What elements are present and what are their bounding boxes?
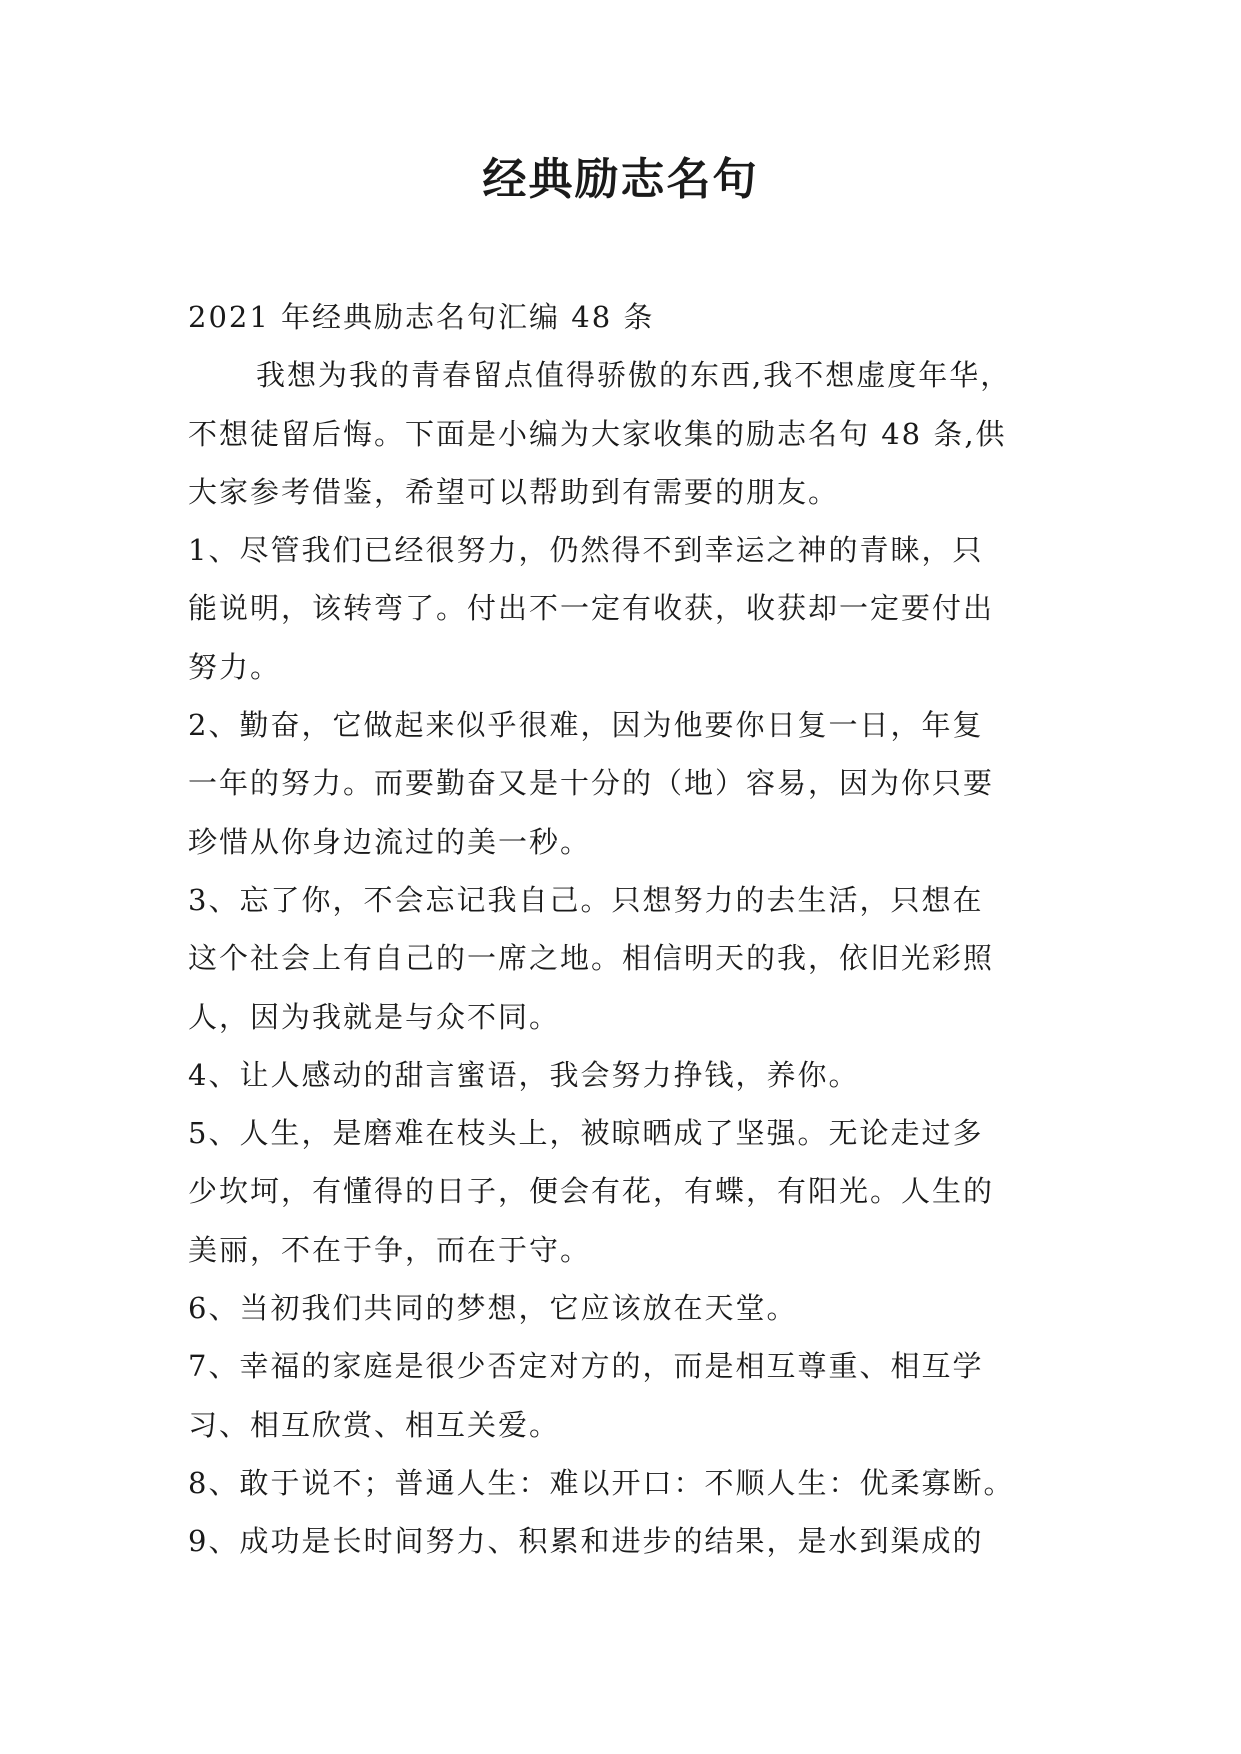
- quote-item-4: [188, 1046, 1058, 1104]
- quote-line: 8、敢于说不；普通人生：难以开口：不顺人生：优柔寡断。: [188, 1465, 1015, 1500]
- intro-line: 我想为我的青春留点值得骄傲的东西,我不想虚度年华，: [256, 358, 1012, 393]
- quote-line: 1、尽管我们已经很努力，仍然得不到幸运之神的青睐，只: [188, 533, 984, 568]
- quote-line: 5、人生，是磨难在枝头上，被晾晒成了坚强。无论走过多: [188, 1116, 984, 1151]
- document-title: 经典励志名句: [482, 154, 759, 205]
- document-body: [188, 288, 1058, 1571]
- quote-item-8: [188, 1454, 1058, 1512]
- quote-line: 4、让人感动的甜言蜜语，我会努力挣钱，养你。: [188, 1057, 860, 1092]
- quote-line: 3、忘了你，不会忘记我自己。只想努力的去生活，只想在: [188, 882, 984, 917]
- quote-line: 能说明，该转弯了。付出不一定有收获，收获却一定要付出: [188, 591, 995, 626]
- quote-line: 少坎坷，有懂得的日子，便会有花，有蝶，有阳光。人生的: [188, 1174, 995, 1209]
- quote-line: 人，因为我就是与众不同。: [188, 999, 561, 1034]
- intro-paragraph: [188, 346, 1058, 521]
- quote-item-2: [188, 696, 1058, 871]
- quote-item-5: [188, 1104, 1058, 1279]
- quote-item-6: [188, 1279, 1058, 1337]
- intro-line: 大家参考借鉴，希望可以帮助到有需要的朋友。: [188, 474, 840, 509]
- intro-line: 不想徒留后悔。下面是小编为大家收集的励志名句 48 条,供: [188, 416, 1007, 451]
- quote-line: 美丽，不在于争，而在于守。: [188, 1232, 592, 1267]
- quote-line: 努力。: [188, 649, 282, 684]
- quote-line: 6、当初我们共同的梦想，它应该放在天堂。: [188, 1291, 798, 1326]
- quote-item-1: [188, 521, 1058, 696]
- quote-line: 2、勤奋，它做起来似乎很难，因为他要你日复一日，年复: [188, 708, 984, 743]
- document-subtitle: 2021 年经典励志名句汇编 48 条: [188, 300, 655, 334]
- quote-line: 习、相互欣赏、相互关爱。: [188, 1407, 561, 1442]
- quote-line: 9、成功是长时间努力、积累和进步的结果，是水到渠成的: [188, 1524, 984, 1559]
- quote-line: 珍惜从你身边流过的美一秒。: [188, 824, 592, 859]
- quote-line: 一年的努力。而要勤奋又是十分的（地）容易，因为你只要: [188, 766, 995, 801]
- quote-item-3: [188, 871, 1058, 1046]
- quote-item-7: [188, 1337, 1058, 1454]
- quote-line: 这个社会上有自己的一席之地。相信明天的我，依旧光彩照: [188, 941, 995, 976]
- quote-item-9: [188, 1512, 1058, 1570]
- quote-line: 7、幸福的家庭是很少否定对方的，而是相互尊重、相互学: [188, 1349, 984, 1384]
